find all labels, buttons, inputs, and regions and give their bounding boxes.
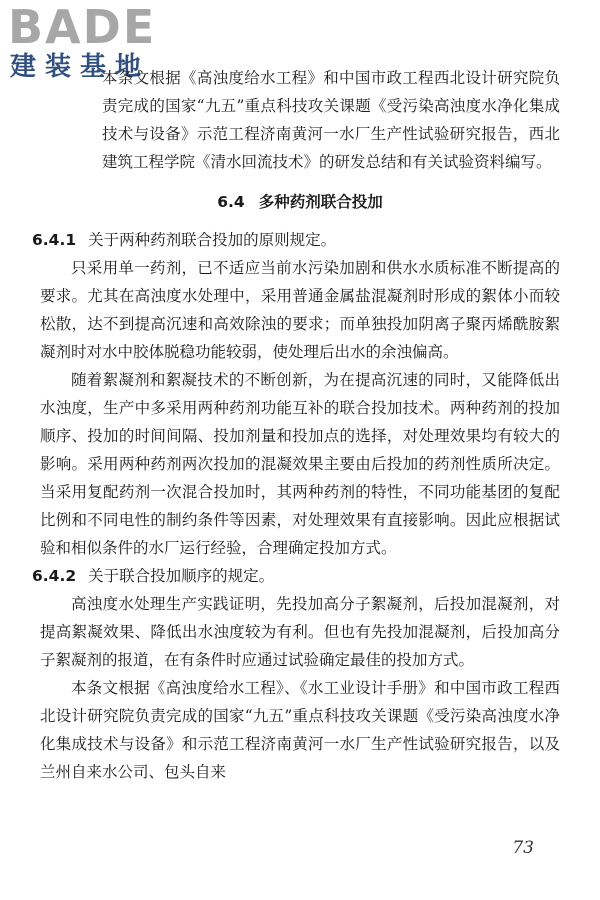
logo-text: BADE [8,0,157,54]
clause-title: 关于联合投加顺序的规定。 [88,567,275,585]
section-number: 6.4 [217,193,245,211]
clause-6-4-1-paragraph-2: 随着絮凝剂和絮凝技术的不断创新，为在提高沉速的同时，又能降低出水浊度，生产中多采用两种药剂功能互补的联合投加技术。两种药剂的投加顺序、投加的时间间隔、投加剂量和投加点的选择，对处理效果均有较大的影响。采用两种药剂两次投加的混凝效果主要由后投加的药剂性质所决定。当采用复配药剂一次混合投加时，其两种药剂的特性，不同功能基团的复配比例和不同电性的制约条件等因素，对处理效果有直接影响。因此应根据试验和相似条件的水厂运行经验，合理确定投加方式。 [40,371,560,557]
clause-6-4-1-heading [32,226,560,254]
page-number: 73 [512,838,534,858]
clause-title: 关于两种药剂联合投加的原则规定。 [88,231,337,249]
clause-6-4-2-heading [32,562,560,590]
intro-paragraph: 本条文根据《高浊度给水工程》和中国市政工程西北设计研究院负责完成的国家“九五”重点科技攻关课题《受污染高浊度水净化集成技术与设备》示范工程济南黄河一水厂生产性试验研究报告，西北建筑工程学院《清水回流技术》的研发总结和有关试验资料编写。 [102,69,560,171]
section-heading [40,188,560,216]
clause-6-4-1-paragraph-1: 只采用单一药剂，已不适应当前水污染加剧和供水水质标准不断提高的要求。尤其在高浊度水处理中，采用普通金属盐混凝剂时形成的絮体小而较松散，达不到提高沉速和高效除浊的要求；而单独投加阴离子聚丙烯酰胺絮凝剂时对水中胶体脱稳功能较弱，使处理后出水的余浊偏高。 [40,259,560,361]
clause-number: 6.4.2 [32,567,77,585]
clause-number: 6.4.1 [32,231,77,249]
clause-6-4-2-paragraph-2: 本条文根据《高浊度给水工程》、《水工业设计手册》和中国市政工程西北设计研究院负责完成的国家“九五”重点科技攻关课题《受污染高浊度水净化集成技术与设备》和示范工程济南黄河一水厂生产性试验研究报告，以及兰州自来水公司、包头自来 [40,679,560,781]
section-title: 多种药剂联合投加 [258,193,383,211]
clause-6-4-2-paragraph-1: 高浊度水处理生产实践证明，先投加高分子絮凝剂，后投加混凝剂，对提高絮凝效果、降低出水浊度较为有利。但也有先投加混凝剂，后投加高分子絮凝剂的报道，在有条件时应通过试验确定最佳的投加方式。 [40,595,560,669]
logo-subtitle: 建装基地 [10,52,151,82]
